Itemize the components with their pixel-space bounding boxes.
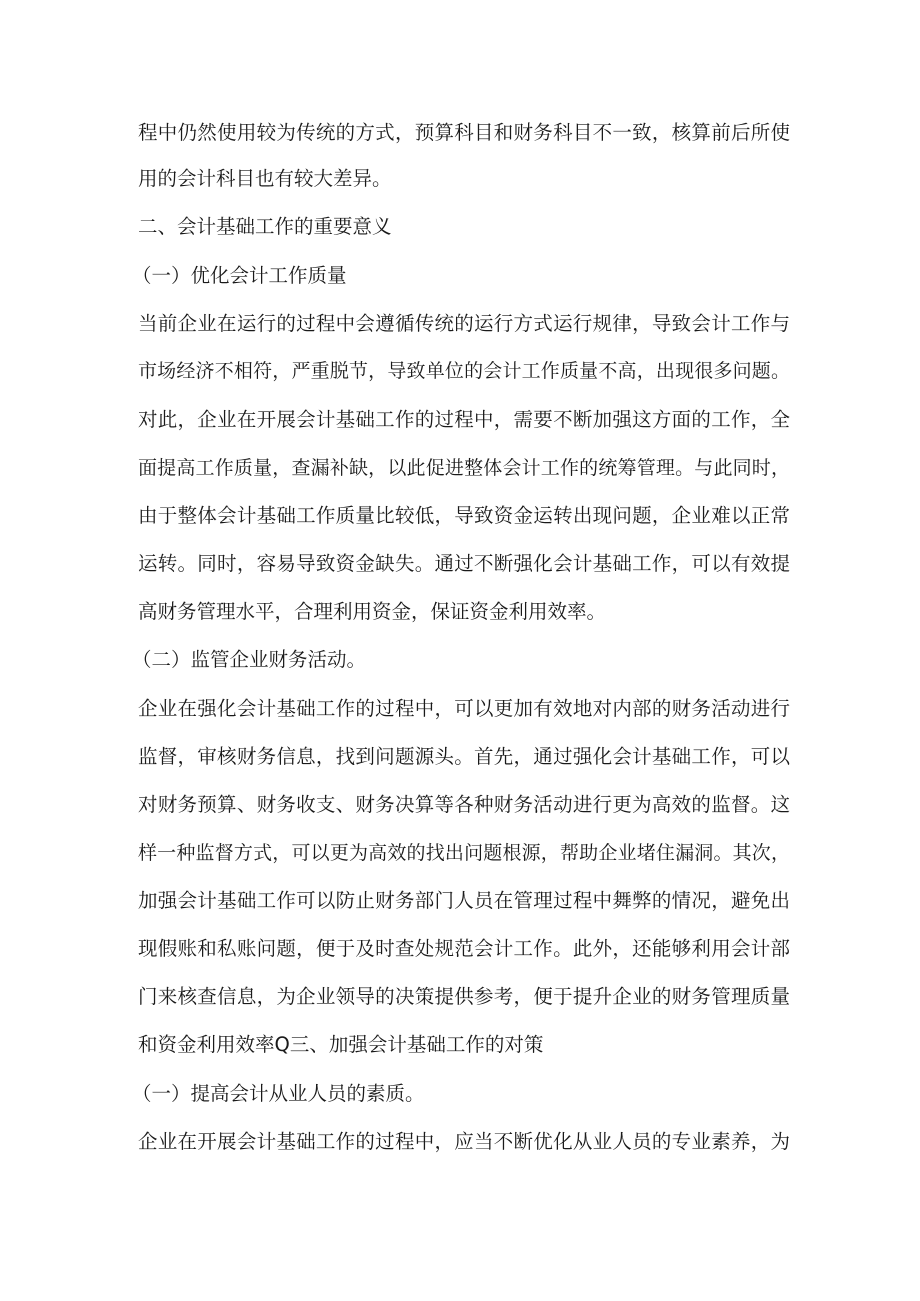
text-line: 门来核查信息，为企业领导的决策提供参考，便于提升企业的财务管理质量 [138, 985, 790, 1008]
text-line: 监督，审核财务信息，找到问题源头。首先，通过强化会计基础工作，可以 [138, 745, 790, 768]
text-line: 用的会计科目也有较大差异。 [138, 167, 392, 190]
text-line: 面提高工作质量，查漏补缺，以此促进整体会计工作的统筹管理。与此同时， [138, 457, 790, 479]
subsection-heading: （一）提高会计从业人员的素质。 [132, 1082, 425, 1105]
text-line: 和资金利用效率Q三、加强会计基础工作的对策 [138, 1033, 544, 1056]
subsection-heading: （二）监管企业财务活动。 [132, 648, 367, 671]
subsection-heading: （一）优化会计工作质量 [132, 264, 347, 287]
text-line: 高财务管理水平，合理利用资金，保证资金利用效率。 [138, 600, 607, 623]
section-heading: 二、会计基础工作的重要意义 [138, 215, 392, 238]
text-line: 样一种监督方式，可以更为高效的找出问题根源，帮助企业堵住漏洞。其次， [138, 842, 790, 864]
text-line: 由于整体会计基础工作质量比较低，导致资金运转出现问题，企业难以正常 [138, 504, 790, 527]
text-line: 企业在强化会计基础工作的过程中，可以更加有效地对内部的财务活动进行 [138, 697, 790, 720]
text-line: 对财务预算、财务收支、财务决算等各种财务活动进行更为高效的监督。这 [138, 793, 790, 816]
text-line: 市场经济不相符，严重脱节，导致单位的会计工作质量不高，出现很多问题。 [138, 360, 790, 382]
text-line: 程中仍然使用较为传统的方式，预算科目和财务科目不一致，核算前后所使 [138, 121, 790, 144]
text-line: 加强会计基础工作可以防止财务部门人员在管理过程中舞弊的情况，避免出 [138, 889, 790, 912]
text-line: 企业在开展会计基础工作的过程中，应当不断优化从业人员的专业素养，为 [138, 1130, 790, 1153]
text-line: 当前企业在运行的过程中会遵循传统的运行方式运行规律，导致会计工作与 [138, 312, 790, 335]
text-line: 现假账和私账问题，便于及时查处规范会计工作。此外，还能够利用会计部 [138, 937, 790, 960]
text-line: 运转。同时，容易导致资金缺失。通过不断强化会计基础工作，可以有效提 [138, 552, 790, 575]
text-line: 对此，企业在开展会计基础工作的过程中，需要不断加强这方面的工作，全 [138, 408, 790, 431]
